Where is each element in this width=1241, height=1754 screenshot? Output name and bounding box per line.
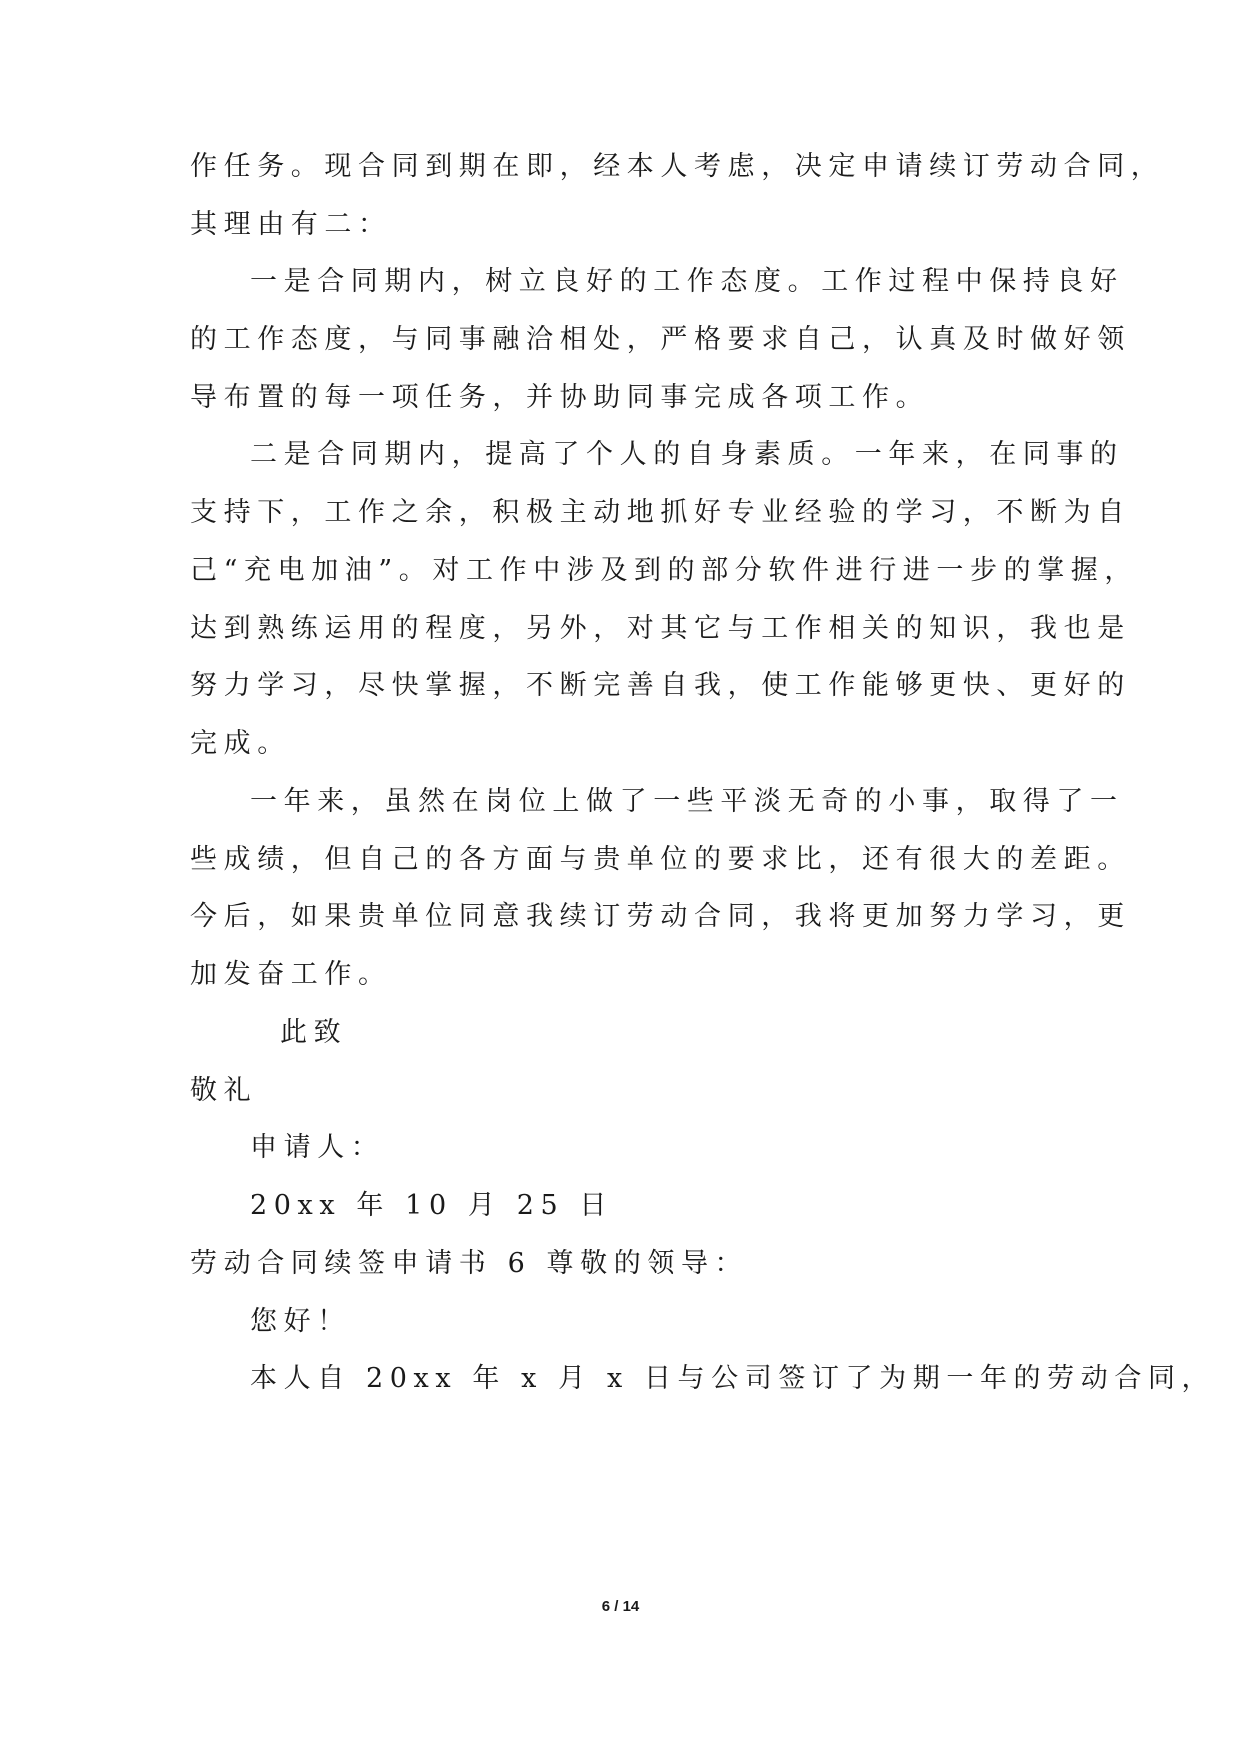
- greeting-line: 您好！: [250, 1306, 351, 1337]
- text-line: 一年来，虽然在岗位上做了一些平淡无奇的小事，取得了一: [250, 786, 1124, 817]
- salutation-closing: 此致: [280, 1017, 348, 1048]
- salutation-regards: 敬礼: [190, 1075, 258, 1106]
- text-line: 己“充电加油”。对工作中涉及到的部分软件进行进一步的掌握，: [190, 555, 1139, 586]
- text-line: 的工作态度，与同事融洽相处，严格要求自己，认真及时做好领: [190, 324, 1131, 355]
- text-line: 一是合同期内，树立良好的工作态度。工作过程中保持良好: [250, 266, 1124, 297]
- date-line: 20xx 年 10 月 25 日: [250, 1190, 614, 1221]
- applicant-label: 申请人：: [250, 1132, 385, 1163]
- text-line: 本人自 20xx 年 x 月 x 日与公司签订了为期一年的劳动合同，: [250, 1363, 1216, 1394]
- text-line: 加发奋工作。: [190, 959, 392, 990]
- text-line: 其理由有二：: [190, 209, 392, 240]
- text-line: 些成绩，但自己的各方面与贵单位的要求比，还有很大的差距。: [190, 844, 1131, 875]
- section-heading: 劳动合同续签申请书 6 尊敬的领导：: [190, 1248, 749, 1279]
- page-number: 6 / 14: [601, 1598, 640, 1615]
- text-line: 达到熟练运用的程度，另外，对其它与工作相关的知识，我也是: [190, 613, 1131, 644]
- text-line: 今后，如果贵单位同意我续订劳动合同，我将更加努力学习，更: [190, 901, 1131, 932]
- text-line: 完成。: [190, 728, 291, 759]
- text-line: 导布置的每一项任务，并协助同事完成各项工作。: [190, 382, 930, 413]
- text-line: 作任务。现合同到期在即，经本人考虑，决定申请续订劳动合同，: [190, 151, 1165, 182]
- text-line: 支持下，工作之余，积极主动地抓好专业经验的学习，不断为自: [190, 497, 1131, 528]
- text-line: 二是合同期内，提高了个人的自身素质。一年来，在同事的: [250, 439, 1124, 470]
- text-line: 努力学习，尽快掌握，不断完善自我，使工作能够更快、更好的: [190, 670, 1131, 701]
